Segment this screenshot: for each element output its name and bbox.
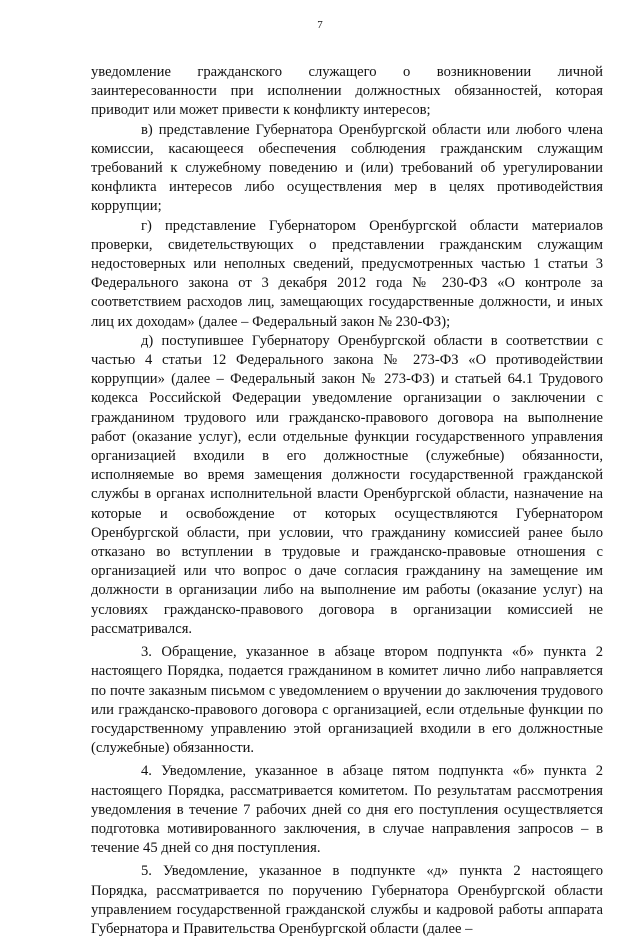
paragraph-continuation: уведомление гражданского служащего о возникновении личной заинтересованности при исполнении должностных обязанностей, которая приводит или может привести к конфликту интересов; bbox=[91, 64, 603, 119]
paragraph-item-d: д) поступившее Губернатору Оренбургской области в соответствии с частью 4 статьи 12 Федерального закона № 273-ФЗ «О противодействии коррупции» (далее – Федеральный закон № 273-ФЗ) и статьей 64.1 Трудового кодекса Российской Федерации уведомление организации о заключении с гражданином трудового или гражданско-правового договора на выполнение работ (оказание услуг), если отдельные функции государственного управления организацией входили в его должностные (служебные) обязанности, исполняемые во время замещения должности государственной гражданской службы в органах исполнительной власти Оренбургской области, назначение на которые и освобождение от которых осуществляются Губернатором Оренбургской области, при условии, что гражданину комиссией ранее было отказано во вступлении в трудовые и гражданско-правовые отношения с организацией или что вопрос о даче согласия гражданину на замещение им должности в организации либо на выполнение им работы (оказание услуг) на условиях гражданско-правового договора в организации комиссией не рассматривался. bbox=[91, 332, 603, 637]
document-body bbox=[91, 63, 603, 939]
paragraph-section-4: 4. Уведомление, указанное в абзаце пятом подпункта «б» пункта 2 настоящего Порядка, рассматривается комитетом. По результатам рассмотрения уведомления в течение 7 рабочих дней со дня его поступления осуществляется подготовка мотивированного заключения, в случае направления запросов – в течение 45 дней со дня поступления. bbox=[91, 763, 603, 857]
paragraph-section-5: 5. Уведомление, указанное в подпункте «д» пункта 2 настоящего Порядка, рассматривается по поручению Губернатора Оренбургской области управлением государственной гражданской службы и кадровой работы аппарата Губернатора и Правительства Оренбургской области (далее – bbox=[91, 863, 603, 937]
page-number: 7 bbox=[317, 19, 323, 31]
paragraph-item-g: г) представление Губернатором Оренбургской области материалов проверки, свидетельствующих о представлении гражданским служащим недостоверных или неполных сведений, предусмотренных частью 1 статьи 3 Федерального закона от 3 декабря 2012 года № 230-ФЗ «О контроле за соответствием расходов лиц, замещающих государственные должности, и иных лиц их доходам» (далее – Федеральный закон № 230-ФЗ); bbox=[91, 217, 603, 330]
paragraph-section-3: 3. Обращение, указанное в абзаце втором подпункта «б» пункта 2 настоящего Порядка, подается гражданином в комитет лично либо направляется по почте заказным письмом с уведомлением о вручении до заключения трудового или гражданско-правового договора с организацией, если отдельные функции по государственному управлению этой организацией входили в его должностные (служебные) обязанности. bbox=[91, 644, 603, 757]
paragraph-item-v: в) представление Губернатора Оренбургской области или любого члена комиссии, касающееся обеспечения соблюдения гражданским служащим требований к служебному поведению и (или) требований об урегулировании конфликта интересов либо осуществления мер в целях противодействия коррупции; bbox=[91, 121, 603, 215]
